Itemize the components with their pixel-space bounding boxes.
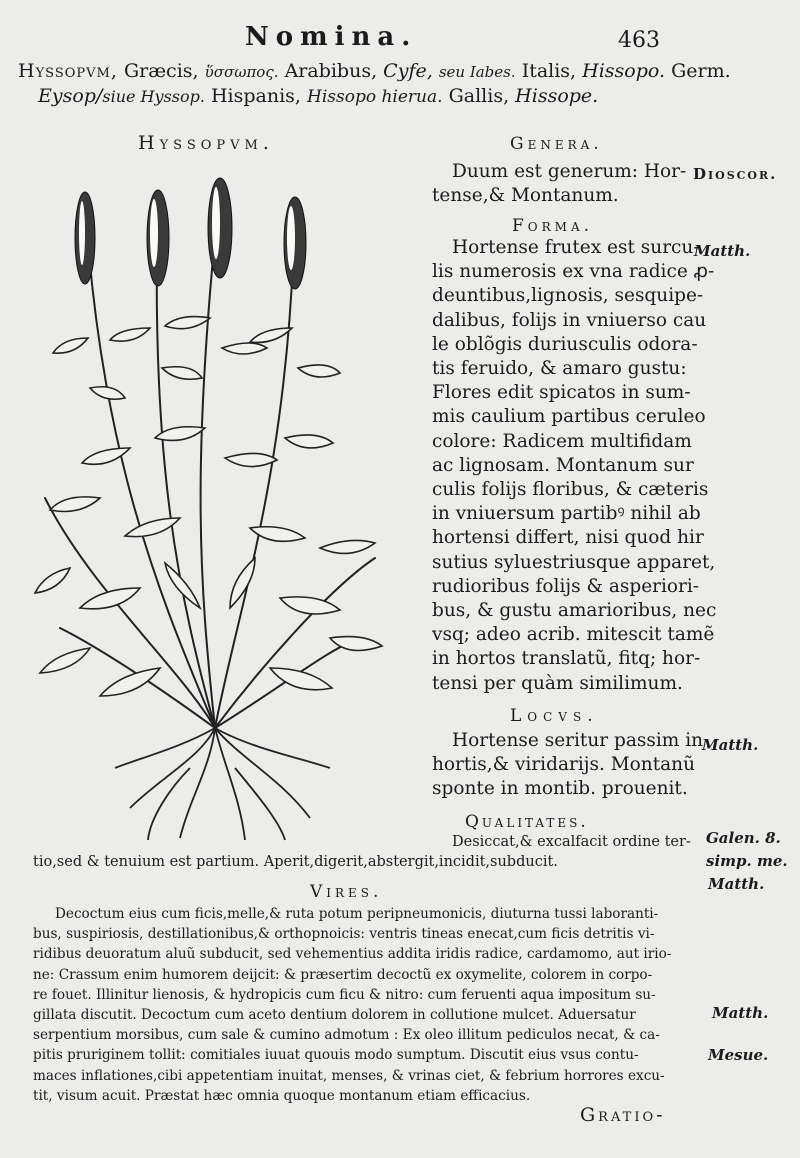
forma-line: bus, & gustu amarioribus, nec: [432, 600, 717, 622]
forma-margin-note: Matth.: [694, 242, 751, 260]
forma-line: deuntibus,lignosis, sesquipe-: [432, 285, 704, 307]
vires-line: tit, visum acuit. Præstat hæc omnia quoque montanum etiam efficacius.: [33, 1087, 531, 1104]
page-number: 463: [618, 28, 660, 53]
latin-name: Hyssopvm,: [18, 60, 118, 82]
locus-heading: Locvs.: [510, 706, 599, 726]
forma-line: in vniuersum partibꝰ nihil ab: [432, 503, 701, 525]
vires-line: ne: Crassum enim humorem deijcit: & præsertim decoctũ ex oxymelite, colorem in corpo-: [33, 966, 653, 983]
greek-label: Græcis,: [123, 60, 199, 82]
greek-name: ὕσσωπος.: [204, 63, 279, 81]
names-line-1: [18, 60, 731, 82]
arabic-name-alt: seu Iabes.: [438, 63, 516, 81]
forma-line: hortensi differt, nisi quod hir: [432, 527, 704, 549]
forma-line: in hortos translatũ, fitq; hor-: [432, 648, 701, 670]
locus-margin-note: Matth.: [702, 736, 759, 754]
french-label: Gallis,: [448, 85, 510, 107]
vires-line: pitis pruriginem tollit: comitiales iuuat quouis modo sumptum. Discutit eius vsus contu-: [33, 1047, 639, 1064]
forma-line: sutius syluestriusque apparet,: [432, 551, 716, 573]
names-line-2: [38, 85, 598, 107]
locus-line: sponte in montib. prouenit.: [432, 778, 688, 800]
vires-line: bus, suspiriosis, destillationibus,& orthopnoicis: ventris tineas enecat,cum ficis detritis vi-: [33, 926, 655, 943]
forma-line: tis feruido, & amaro gustu:: [432, 358, 687, 380]
vires-margin-note-2: Mesue.: [708, 1046, 769, 1064]
forma-line: le oblõgis duriusculis odora-: [432, 333, 698, 355]
italian-label: Italis,: [521, 60, 577, 82]
forma-text: [432, 236, 762, 696]
forma-line: mis caulium partibus ceruleo: [432, 406, 706, 428]
forma-line: dalibus, folijs in vniuerso cau: [432, 309, 707, 331]
genera-line: tense,& Montanum.: [432, 185, 619, 207]
forma-heading: Forma.: [512, 216, 594, 236]
vires-text: [33, 904, 671, 1106]
forma-line: culis folijs floribus, & cæteris: [432, 479, 709, 501]
vires-line: Decoctum eius cum ficis,melle,& ruta potum peripneumonicis, diuturna tussi laboranti-: [55, 906, 659, 922]
forma-line: vsq; adeo acrib. mitescit tamẽ: [432, 624, 715, 646]
spanish-name: Hissopo hierua.: [307, 87, 443, 107]
arabic-label: Arabibus,: [284, 60, 378, 82]
plant-title: Hyssopvm.: [138, 132, 274, 154]
forma-line: colore: Radicem multifidam: [432, 430, 692, 452]
vires-line: re fouet. Illinitur lienosis, & hydropicis cum ficu & nitro: cum feruenti aqua impositum su-: [33, 986, 656, 1003]
vires-line: serpentium morsibus, cum sale & cumino admotum : Ex oleo illitum pediculos necat, & ca-: [33, 1027, 660, 1044]
catchword: Gratio-: [580, 1104, 666, 1126]
german-label: Germ.: [671, 60, 731, 82]
hyssop-woodcut-illustration: [30, 168, 390, 848]
running-header: Nomina.: [245, 22, 418, 52]
qualitates-line-2: tio,sed & tenuium est partium. Aperit,digerit,abstergit,incidit,subducit.: [33, 854, 558, 870]
vires-line: maces inflationes,cibi appetentiam inuitat, menses, & vrinas ciet, & febrium horrores excu-: [33, 1067, 665, 1084]
forma-line: tensi per quàm similimum.: [432, 672, 683, 694]
genera-line: Duum est generum: Hor-: [452, 161, 687, 182]
arabic-name: Cyfe,: [383, 60, 433, 82]
forma-line: Flores edit spicatos in sum-: [432, 382, 691, 404]
french-name: Hissope.: [515, 85, 599, 107]
qualitates-line-1: Desiccat,& excalfacit ordine ter-: [452, 834, 691, 850]
locus-line: hortis,& viridarijs. Montanũ: [432, 754, 696, 776]
spanish-label: Hispanis,: [210, 85, 301, 107]
locus-line: Hortense seritur passim in: [452, 730, 704, 751]
genera-margin-note: Dioscor.: [693, 165, 778, 183]
qualitates-heading: Qualitates.: [465, 812, 589, 832]
forma-line: lis numerosis ex vna radice ꝓ-: [432, 261, 715, 283]
qualitates-margin-note-2: simp. me.: [706, 852, 788, 870]
vires-margin-note-1: Matth.: [712, 1004, 769, 1022]
german-name-alt: siue Hyssop.: [102, 87, 205, 106]
forma-line: rudioribus folijs & asperiori-: [432, 575, 700, 597]
genera-heading: Genera.: [510, 134, 603, 154]
italian-name: Hissopo.: [582, 60, 666, 82]
vires-line: ridibus deuoratum aluũ subducit, sed vehementius addita iridis radice, cardamomo, aut irio-: [33, 946, 672, 963]
vires-line: gillata discutit. Decoctum cum aceto dentium dolorem in collutione mulcet. Aduersatur: [33, 1007, 636, 1024]
qualitates-margin-note-3: Matth.: [708, 875, 765, 893]
vires-heading: Vires.: [310, 882, 383, 902]
german-name: Eysop/: [38, 85, 103, 107]
qualitates-margin-note-1: Galen. 8.: [706, 829, 781, 847]
forma-line: ac lignosam. Montanum sur: [432, 454, 694, 476]
forma-line: Hortense frutex est surcu-: [452, 237, 700, 258]
